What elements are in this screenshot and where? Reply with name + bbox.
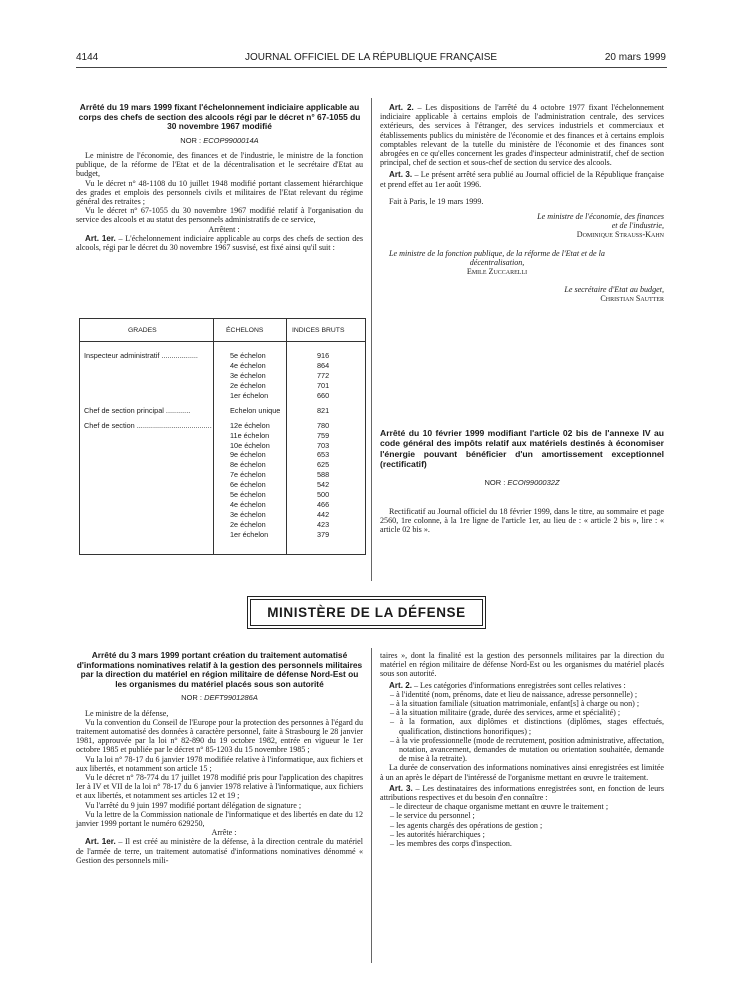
table-row <box>80 431 365 441</box>
signature-2: Le ministre de la fonction publique, de la réforme de l'Etat et de la décentralisation, Emile Zuccarelli <box>389 248 605 277</box>
table-row <box>80 460 365 470</box>
index-cell: 500 <box>317 490 330 500</box>
list-item: – à la situation militaire (grade, durée des services, arme et spécialité) ; <box>390 708 621 718</box>
decree-2-text: Rectificatif au Journal officiel du 18 février 1999, dans le titre, au sommaire et page 2560, 1re colonne, à la 1re ligne de l'article 1er, au lieu de : « article 2 bis », lire : « article 02 bis ». <box>380 506 664 535</box>
decree-3-arrete: Arrête : <box>211 828 237 838</box>
table-body <box>80 351 365 540</box>
list-item: – à la formation, aux diplômes et distinctions (diplômes, stages effectués, qualification, distinctions honorifiques) ; <box>390 717 664 736</box>
page-header <box>76 52 666 64</box>
echelon-cell: 10e échelon <box>230 440 270 450</box>
table-row <box>80 381 365 391</box>
echelon-cell: 5e échelon <box>230 490 266 500</box>
list-item: – à la vie professionnelle (mode de recrutement, position administrative, affectation, notation, avancement, demandes de mutation ou orientation souhaitée, demande de mise à la retraite). <box>390 735 664 764</box>
signature-3: Le secrétaire d'Etat au budget, Christian Sautter <box>564 285 664 304</box>
decree-3-article-2: Art. 2. – Les catégories d'informations enregistrées sont celles relatives : <box>389 680 626 690</box>
decree-1-preamble: Le ministre de l'économie, des finances et de l'industrie, le ministre de la fonction publique, de la réforme de l'Etat et de la décentralisation et le secrétaire d'Etat au budget, <box>76 150 363 179</box>
table-row <box>80 500 365 510</box>
index-cell: 701 <box>317 380 330 390</box>
list-item: – le service du personnel ; <box>390 811 475 821</box>
echelon-cell: 3e échelon <box>230 370 266 380</box>
table-row <box>80 371 365 381</box>
table-header-echelons: ÉCHELONS <box>226 327 264 334</box>
decree-1-visa: Vu le décret n° 67-1055 du 30 novembre 1967 modifié relatif à l'organisation du service des alcools et au statut des personnels administratifs de ce service, <box>76 206 363 225</box>
header-rule <box>76 67 667 68</box>
decree-2-title: Arrêté du 10 février 1999 modifiant l'article 02 bis de l'annexe IV au code général des impôts relatif aux matériels destinés à économiser l'énergie pouvant bénéficier d'un amortissement exceptionnel (rectificatif) <box>380 428 664 470</box>
issue-date: 20 mars 1999 <box>604 52 666 63</box>
column-divider <box>371 648 372 963</box>
echelon-cell: 7e échelon <box>230 470 266 480</box>
table-row <box>80 361 365 371</box>
table-row <box>80 510 365 520</box>
table-row <box>80 441 365 451</box>
decree-1-done-at: Fait à Paris, le 19 mars 1999. <box>389 196 484 206</box>
index-cell: 703 <box>317 440 330 450</box>
decree-3-visa: Vu l'arrêté du 9 juin 1997 modifié portant délégation de signature ; <box>85 800 302 810</box>
echelon-cell: 1er échelon <box>230 390 269 400</box>
ministry-title: MINISTÈRE DE LA DÉFENSE <box>267 605 466 620</box>
index-cell: 466 <box>317 500 330 510</box>
echelon-cell: 9e échelon <box>230 450 266 460</box>
decree-3-preamble: Le ministre de la défense, <box>85 708 169 718</box>
echelon-cell: 12e échelon <box>230 420 270 430</box>
echelon-cell: 2e échelon <box>230 520 266 529</box>
info-categories-list <box>380 690 664 764</box>
list-item: – les autorités hiérarchiques ; <box>390 829 485 839</box>
echelon-cell: 3e échelon <box>230 510 266 520</box>
page-number: 4144 <box>76 52 99 63</box>
grade-cell: Chef de section principal ............ <box>84 405 191 415</box>
decree-3-right <box>380 651 664 848</box>
index-cell: 423 <box>317 520 330 529</box>
grade-cell: Inspecteur administratif .................. <box>84 351 198 360</box>
list-item: – les agents chargés des opérations de gestion ; <box>390 820 543 830</box>
list-item: – à l'identité (nom, prénoms, date et lieu de naissance, adresse personnelle) ; <box>390 689 638 699</box>
index-cell: 864 <box>317 360 330 370</box>
decree-3-nor: NOR : DEFT9901286A <box>181 693 258 703</box>
decree-3-visa: Vu le décret n° 78-774 du 17 juillet 1978 modifié pris pour l'application des chapitres Ier à IV et VII de la loi n° 78-17 du 6 janvier 1978 relative à l'informatique, aux fichiers et aux libertés, et notamment ses articles 12 et 19 ; <box>76 773 363 801</box>
grade-cell: Chef de section ..................................... <box>84 420 212 430</box>
decree-3-left <box>76 651 363 865</box>
index-cell: 442 <box>317 510 330 520</box>
decree-1-article-3: Art. 3. – Le présent arrêté sera publié au Journal officiel de la République française et prend effet au 1er août 1996. <box>380 170 664 189</box>
decree-1-title: Arrêté du 19 mars 1999 fixant l'échelonnement indiciaire applicable au corps des chefs de section des alcools régi par le décret n° 67-1055 du 30 novembre 1967 modifié <box>78 102 361 132</box>
table-row <box>80 450 365 460</box>
decree-3-retention: La durée de conservation des informations nominatives ainsi enregistrées est limitée à un an après le départ de l'intéressé de l'organisme mettant en œuvre le traitement. <box>380 763 664 782</box>
table-row <box>80 470 365 480</box>
column-divider <box>371 98 372 581</box>
decree-2 <box>380 428 664 534</box>
index-cell: 780 <box>317 420 330 430</box>
echelon-cell: 6e échelon <box>230 480 266 490</box>
decree-1-right <box>380 103 664 304</box>
salary-index-table <box>79 318 366 555</box>
journal-title: JOURNAL OFFICIEL DE LA RÉPUBLIQUE FRANÇAISE <box>244 52 498 63</box>
echelon-cell: 8e échelon <box>230 460 266 470</box>
table-row <box>80 421 365 431</box>
index-cell: 821 <box>317 405 330 415</box>
index-cell: 588 <box>317 470 330 480</box>
table-row <box>80 406 365 416</box>
list-item: – à la situation familiale (situation matrimoniale, enfant[s] à charge ou non) ; <box>390 699 640 709</box>
decree-3-visa: Vu la convention du Conseil de l'Europe pour la protection des personnes à l'égard du traitement automatisé des données à caractère personnel, faite à Strasbourg le 28 janvier 1981, approuvée par la loi n° 82-890 du 19 octobre 1982, entrée en vigueur le 1er octobre 1985 et publiée par le décret n° 85-1203 du 15 novembre 1985 ; <box>76 717 363 755</box>
table-row <box>80 391 365 401</box>
list-item: – les membres des corps d'inspection. <box>390 839 512 849</box>
echelon-cell: 11e échelon <box>230 430 270 440</box>
echelon-cell: Echelon unique <box>230 405 281 415</box>
index-cell: 759 <box>317 430 330 440</box>
decree-1-article-2: Art. 2. – Les dispositions de l'arrêté du 4 octobre 1977 fixant l'échelonnement indiciaire applicable à certains emplois de l'administration centrale, des services extérieurs, des services à l'étranger, des services industriels et commerciaux et établissements publics du ministère de l'économie et des finances et à certains emplois comptables relevant de la tutelle du ministère de l'économie et des finances sont abrogées en ce qu'elles concernent les grades d'inspecteur administratif, chef de section principal, chef de section et sous-chef de section du service des alcools. <box>380 103 664 168</box>
index-cell: 653 <box>317 450 330 460</box>
table-header-rule <box>80 341 365 342</box>
decree-3-visa: Vu la lettre de la Commission nationale de l'informatique et des libertés en date du 12 janvier 1999 portant le numéro 629250, <box>76 809 363 829</box>
decree-1-arretent: Arrêtent : <box>208 224 240 234</box>
table-row <box>80 490 365 500</box>
decree-2-nor: NOR : ECOI9900032Z <box>484 477 560 487</box>
index-cell: 772 <box>317 370 330 380</box>
decree-1-visa: Vu le décret n° 48-1108 du 10 juillet 1948 modifié portant classement hiérarchique des grades et emplois des personnels civils et militaires de l'Etat relevant du régime général des retraites ; <box>76 178 363 206</box>
decree-3-title: Arrêté du 3 mars 1999 portant création du traitement automatisé d'informations nominatives relatif à la gestion des personnels militaires par la direction du matériel en région militaire de défense Nord-Est ou les organismes du matériel placés sous son autorité <box>76 650 363 689</box>
decree-3-visa: Vu la loi n° 78-17 du 6 janvier 1978 modifiée relative à l'informatique, aux fichiers et aux libertés, et notamment son article 15 ; <box>76 754 363 773</box>
echelon-cell: 4e échelon <box>230 360 266 370</box>
table-row <box>80 530 365 540</box>
signature-1: Le ministre de l'économie, des finances et de l'industrie, Dominique Strauss-Kahn <box>537 212 664 240</box>
decree-3-article-1: Art. 1er. – Il est créé au ministère de la défense, à la direction centrale du matériel de l'armée de terre, un traitement automatisé d'informations nominatives dénommé « Gestion des personnels mili- <box>76 837 363 865</box>
table-row <box>80 480 365 490</box>
echelon-cell: 4e échelon <box>230 500 266 510</box>
decree-1-left <box>76 103 363 252</box>
table-row <box>80 351 365 361</box>
index-cell: 625 <box>317 460 330 470</box>
decree-3-article-3: Art. 3. – Les destinataires des informations enregistrées sont, en fonction de leurs attributions respectives et du besoin d'en connaître : <box>380 783 664 803</box>
list-item: – le directeur de chaque organisme mettant en œuvre le traitement ; <box>390 802 609 812</box>
decree-1-nor: NOR : ECOP9900014A <box>180 135 259 145</box>
index-cell: 379 <box>317 529 330 539</box>
decree-1-article-1: Art. 1er. – L'échelonnement indiciaire applicable au corps des chefs de section des alcools, régi par le décret du 30 novembre 1967 susvisé, est fixé ainsi qu'il suit : <box>76 233 363 253</box>
echelon-cell: 5e échelon <box>230 351 266 360</box>
table-header-indices: INDICES BRUTS <box>292 327 345 334</box>
echelon-cell: 1er échelon <box>230 529 269 539</box>
ministry-banner <box>250 599 483 626</box>
table-header-grades: GRADES <box>128 327 157 334</box>
decree-3-continuation: taires », dont la finalité est la gestion des personnels militaires par la direction du matériel en région militaire de défense Nord-Est ou les organismes du matériel placés sous son autorité. <box>380 651 664 679</box>
index-cell: 916 <box>317 351 330 360</box>
recipients-list <box>380 802 664 848</box>
echelon-cell: 2e échelon <box>230 380 266 390</box>
table-row <box>80 520 365 530</box>
index-cell: 660 <box>317 390 330 400</box>
index-cell: 542 <box>317 480 330 490</box>
